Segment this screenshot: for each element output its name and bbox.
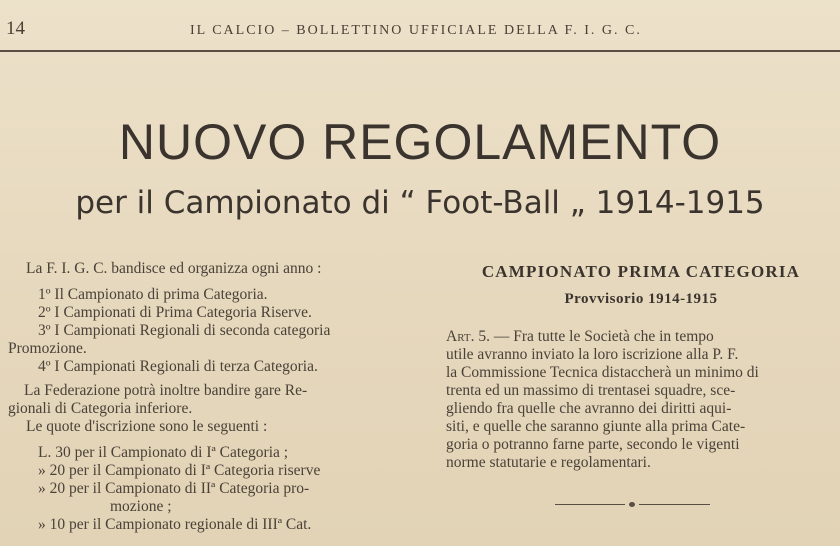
- fees-intro: Le quote d'iscrizione sono le seguenti :: [26, 418, 268, 435]
- list-item: 4º I Campionati Regionali di terza Categoria.: [38, 358, 318, 375]
- article-line: utile avranno inviato la loro iscrizione alla P. F.: [446, 346, 739, 363]
- spacer: [8, 436, 410, 444]
- fee-line: L. 30 per il Campionato di Iª Categoria ;: [38, 444, 289, 461]
- spacer: [8, 278, 410, 286]
- left-column: [8, 260, 410, 534]
- federation-paragraph-continuation: gionali di Categoria inferiore.: [8, 400, 193, 417]
- section-title: CAMPIONATO PRIMA CATEGORIA: [481, 262, 801, 281]
- list-item: 3º I Campionati Regionali di seconda categoria: [38, 322, 331, 339]
- fee-line: » 10 per il Campionato regionale di IIIª Cat.: [38, 516, 312, 533]
- list-item: 2º I Campionati di Prima Categoria Riserve.: [38, 304, 312, 321]
- intro-text: La F. I. G. C. bandisce ed organizza ogni anno :: [26, 260, 322, 277]
- page-header: [0, 18, 840, 48]
- fee-line: » 20 per il Campionato di IIª Categoria pro-: [38, 480, 310, 497]
- article-line: norme statutarie e regolamentari.: [446, 454, 651, 471]
- article-line: [446, 328, 836, 346]
- right-column: [446, 262, 836, 472]
- fee-line: » 20 per il Campionato di Iª Categoria riserve: [38, 462, 321, 479]
- article-label: Art. 5.: [446, 328, 490, 345]
- list-item: 1º Il Campionato di prima Categoria.: [38, 286, 268, 303]
- ornament-line-left: [555, 504, 625, 505]
- ornament-dot: [629, 502, 635, 507]
- list-item-continuation: Promozione.: [8, 340, 87, 357]
- section-subtitle: Provvisorio 1914-1915: [564, 291, 718, 307]
- article-line: gliendo fra quelle che avranno dei diritti aqui-: [446, 400, 732, 417]
- article-line: siti, e quelle che saranno giunte alla prima Cate-: [446, 418, 746, 435]
- header-rule: [0, 50, 840, 52]
- article-text: — Fra tutte le Società che in tempo: [493, 328, 714, 345]
- ornament-line-right: [639, 504, 710, 505]
- page-title: NUOVO REGOLAMENTO: [118, 114, 722, 170]
- page-number: 14: [6, 18, 25, 39]
- running-head: IL CALCIO – BOLLETTINO UFFICIALE DELLA F. I. G. C.: [190, 23, 642, 38]
- article-line: trenta ed un massimo di trentasei squadre, sce-: [446, 382, 736, 399]
- federation-paragraph: La Federazione potrà inoltre bandire gare Re-: [24, 382, 308, 399]
- section-ornament: [555, 502, 710, 508]
- page-subtitle: per il Campionato di “ Foot-Ball „ 1914-1915: [75, 185, 765, 221]
- article-5: [446, 328, 836, 472]
- article-line: la Commissione Tecnica distaccherà un minimo di: [446, 364, 759, 381]
- article-line: goria o potranno farne parte, secondo le vigenti: [446, 436, 740, 453]
- fee-line-continuation: mozione ;: [110, 498, 172, 515]
